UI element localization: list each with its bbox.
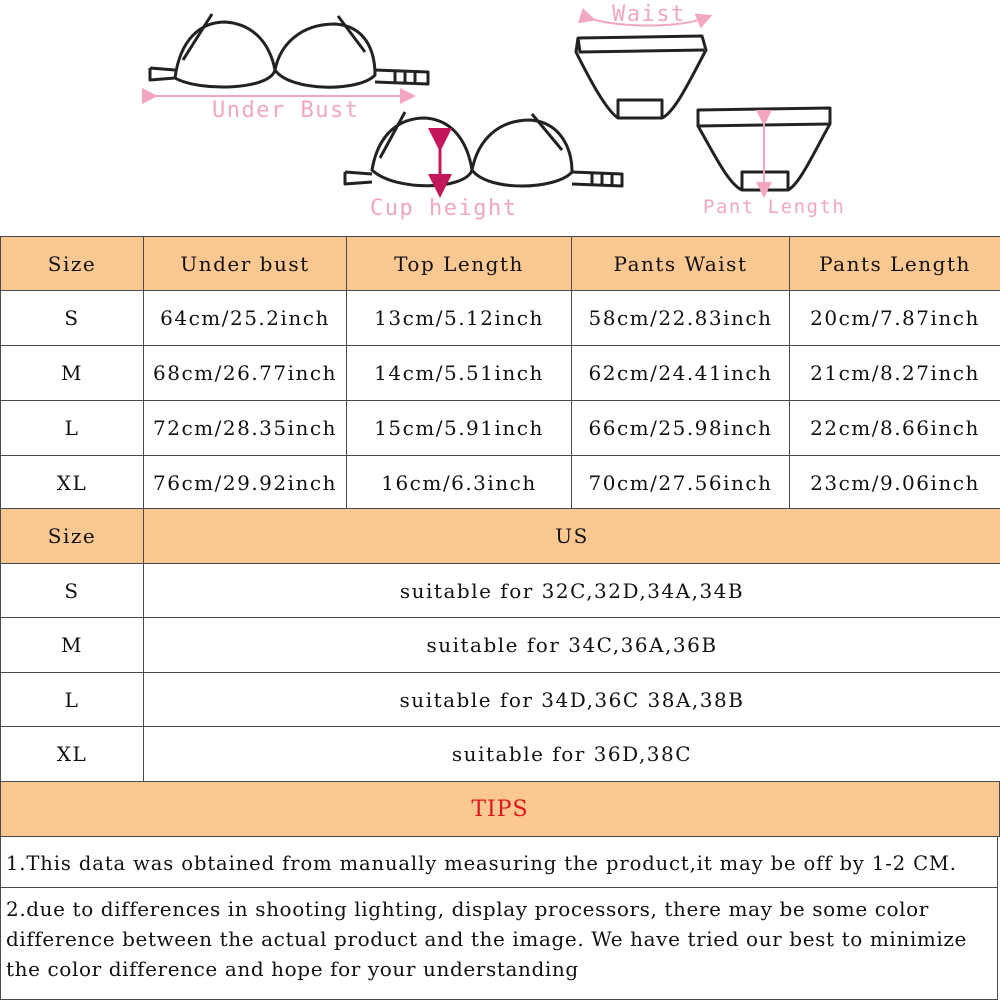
table-row [1,673,1000,727]
measurement-table [0,236,1000,511]
header-pants-waist: Pants Waist [572,237,790,291]
size-cell: XL [1,727,144,782]
measurement-header-row [1,237,1000,291]
top-length-cell: 14cm/5.51inch [347,346,572,401]
pants-length-cell: 20cm/7.87inch [790,291,1000,346]
table-row [1,346,1000,401]
us-fit-cell: suitable for 36D,38C [144,727,1000,782]
under-bust-cell: 72cm/28.35inch [144,401,347,456]
pants-length-cell: 22cm/8.66inch [790,401,1000,456]
top-length-cell: 16cm/6.3inch [347,456,572,511]
size-cell: S [1,291,144,346]
under-bust-cell: 76cm/29.92inch [144,456,347,511]
header-pants-length: Pants Length [790,237,1000,291]
us-fit-cell: suitable for 34C,36A,36B [144,618,1000,673]
table-row [1,727,1000,782]
us-header-size: Size [1,509,144,564]
pants-waist-cell: 62cm/24.41inch [572,346,790,401]
size-illustrations [0,0,1000,236]
pants-waist-cell: 66cm/25.98inch [572,401,790,456]
waist-label: Waist [612,2,686,27]
size-cell: L [1,401,144,456]
cup-height-label: Cup height [370,196,518,221]
top-length-cell: 13cm/5.12inch [347,291,572,346]
table-row [1,456,1000,511]
table-row [1,291,1000,346]
pants-length-cell: 23cm/9.06inch [790,456,1000,511]
header-size: Size [1,237,144,291]
pants-length-cell: 21cm/8.27inch [790,346,1000,401]
header-under-bust: Under bust [144,237,347,291]
size-cell: L [1,673,144,727]
under-bust-cell: 64cm/25.2inch [144,291,347,346]
us-header-us: US [144,509,1000,564]
pants-waist-cell: 70cm/27.56inch [572,456,790,511]
us-fit-cell: suitable for 34D,36C 38A,38B [144,673,1000,727]
pants-waist-cell: 58cm/22.83inch [572,291,790,346]
size-cell: M [1,618,144,673]
under-bust-cell: 68cm/26.77inch [144,346,347,401]
us-header-row [1,509,1000,564]
top-length-cell: 15cm/5.91inch [347,401,572,456]
table-row [1,564,1000,618]
tip-note-2: 2.due to differences in shooting lighting, display processors, there may be some color difference between the actual product and the image. We have tried our best to minimize the color difference and hope for your understanding [0,888,998,1000]
pant-length-label: Pant Length [703,196,846,218]
bra-underbust-icon [150,14,428,87]
tips-title: TIPS [471,796,529,822]
header-top-length: Top Length [347,237,572,291]
us-fit-cell: suitable for 32C,32D,34A,34B [144,564,1000,618]
size-cell: S [1,564,144,618]
size-cell: XL [1,456,144,511]
tips-header [0,781,1000,837]
size-cell: M [1,346,144,401]
us-size-table [0,508,1000,782]
table-row [1,401,1000,456]
table-row [1,618,1000,673]
panty-waist-icon [576,36,706,118]
bra-cup-height-icon [345,112,622,186]
under-bust-label: Under Bust [212,98,360,123]
tip-note-1: 1.This data was obtained from manually measuring the product,it may be off by 1-2 CM. [0,837,998,888]
